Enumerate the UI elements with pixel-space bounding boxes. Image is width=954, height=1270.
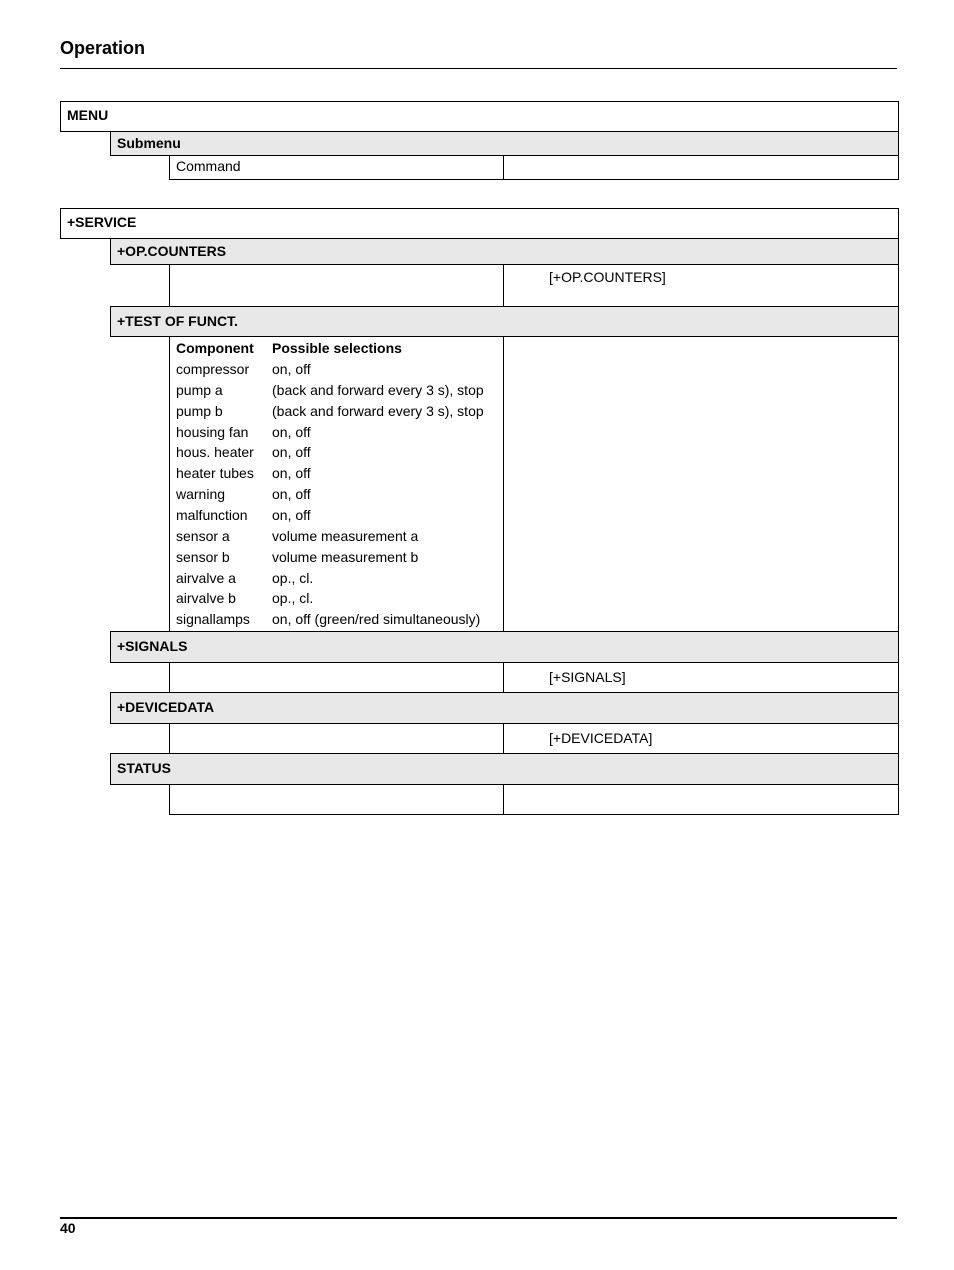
component-name: housing fan	[176, 424, 249, 440]
op-counters-command-cell	[169, 264, 504, 307]
component-selection: on, off	[272, 424, 311, 440]
op-counters-row	[110, 238, 899, 265]
status-description-cell	[503, 784, 899, 815]
devicedata-command-cell	[169, 723, 504, 754]
component-name: sensor b	[176, 549, 230, 565]
component-selection: on, off	[272, 361, 311, 377]
header-rule	[60, 68, 897, 69]
op-counters-description-cell	[503, 264, 899, 307]
test-of-funct-row	[110, 306, 899, 337]
signals-description-cell	[503, 662, 899, 693]
component-name: pump a	[176, 382, 223, 398]
legend-menu-row	[60, 101, 899, 132]
signals-row	[110, 631, 899, 663]
component-name: sensor a	[176, 528, 230, 544]
status-row	[110, 753, 899, 785]
component-selection: op., cl.	[272, 570, 314, 586]
component-name: malfunction	[176, 507, 248, 523]
devicedata-description-cell	[503, 723, 899, 754]
component-name: pump b	[176, 403, 223, 419]
component-selection: (back and forward every 3 s), stop	[272, 382, 484, 398]
op-counters-description: [+OP.COUNTERS]	[549, 269, 666, 285]
component-name: hous. heater	[176, 444, 254, 460]
test-of-funct-command-cell	[169, 336, 504, 632]
test-of-funct-label: +TEST OF FUNCT.	[117, 313, 238, 329]
page-number: 40	[60, 1220, 76, 1236]
footer-rule	[60, 1217, 897, 1219]
component-name: airvalve b	[176, 590, 236, 606]
signals-label: +SIGNALS	[117, 638, 188, 654]
legend-description-cell	[503, 155, 899, 180]
legend-command-cell	[169, 155, 504, 180]
component-name: airvalve a	[176, 570, 236, 586]
component-selection: op., cl.	[272, 590, 314, 606]
devicedata-row	[110, 692, 899, 724]
component-header: Component	[176, 340, 254, 356]
status-command-cell	[169, 784, 504, 815]
component-name: heater tubes	[176, 465, 254, 481]
component-selection: volume measurement b	[272, 549, 419, 565]
service-menu-row	[60, 208, 899, 239]
component-name: compressor	[176, 361, 250, 377]
page-title: Operation	[60, 38, 146, 58]
component-selection: volume measurement a	[272, 528, 419, 544]
signals-command-cell	[169, 662, 504, 693]
component-selection: on, off	[272, 486, 311, 502]
test-of-funct-description-cell	[503, 336, 899, 632]
legend-submenu-label: Submenu	[117, 135, 181, 151]
devicedata-description: [+DEVICEDATA]	[549, 730, 653, 746]
component-selection: on, off	[272, 444, 311, 460]
service-menu-label: +SERVICE	[67, 214, 137, 230]
component-selection: (back and forward every 3 s), stop	[272, 403, 484, 419]
signals-description: [+SIGNALS]	[549, 669, 626, 685]
component-selection: on, off (green/red simultaneously)	[272, 611, 481, 627]
component-selection: on, off	[272, 465, 311, 481]
devicedata-label: +DEVICEDATA	[117, 699, 215, 715]
status-label: STATUS	[117, 760, 171, 776]
selections-header: Possible selections	[272, 340, 402, 356]
op-counters-label: +OP.COUNTERS	[117, 243, 227, 259]
legend-menu-label: MENU	[67, 107, 109, 123]
component-name: signallamps	[176, 611, 250, 627]
component-selection: on, off	[272, 507, 311, 523]
legend-submenu-row	[110, 131, 899, 156]
legend-command-label: Command	[176, 158, 241, 174]
component-name: warning	[176, 486, 226, 502]
